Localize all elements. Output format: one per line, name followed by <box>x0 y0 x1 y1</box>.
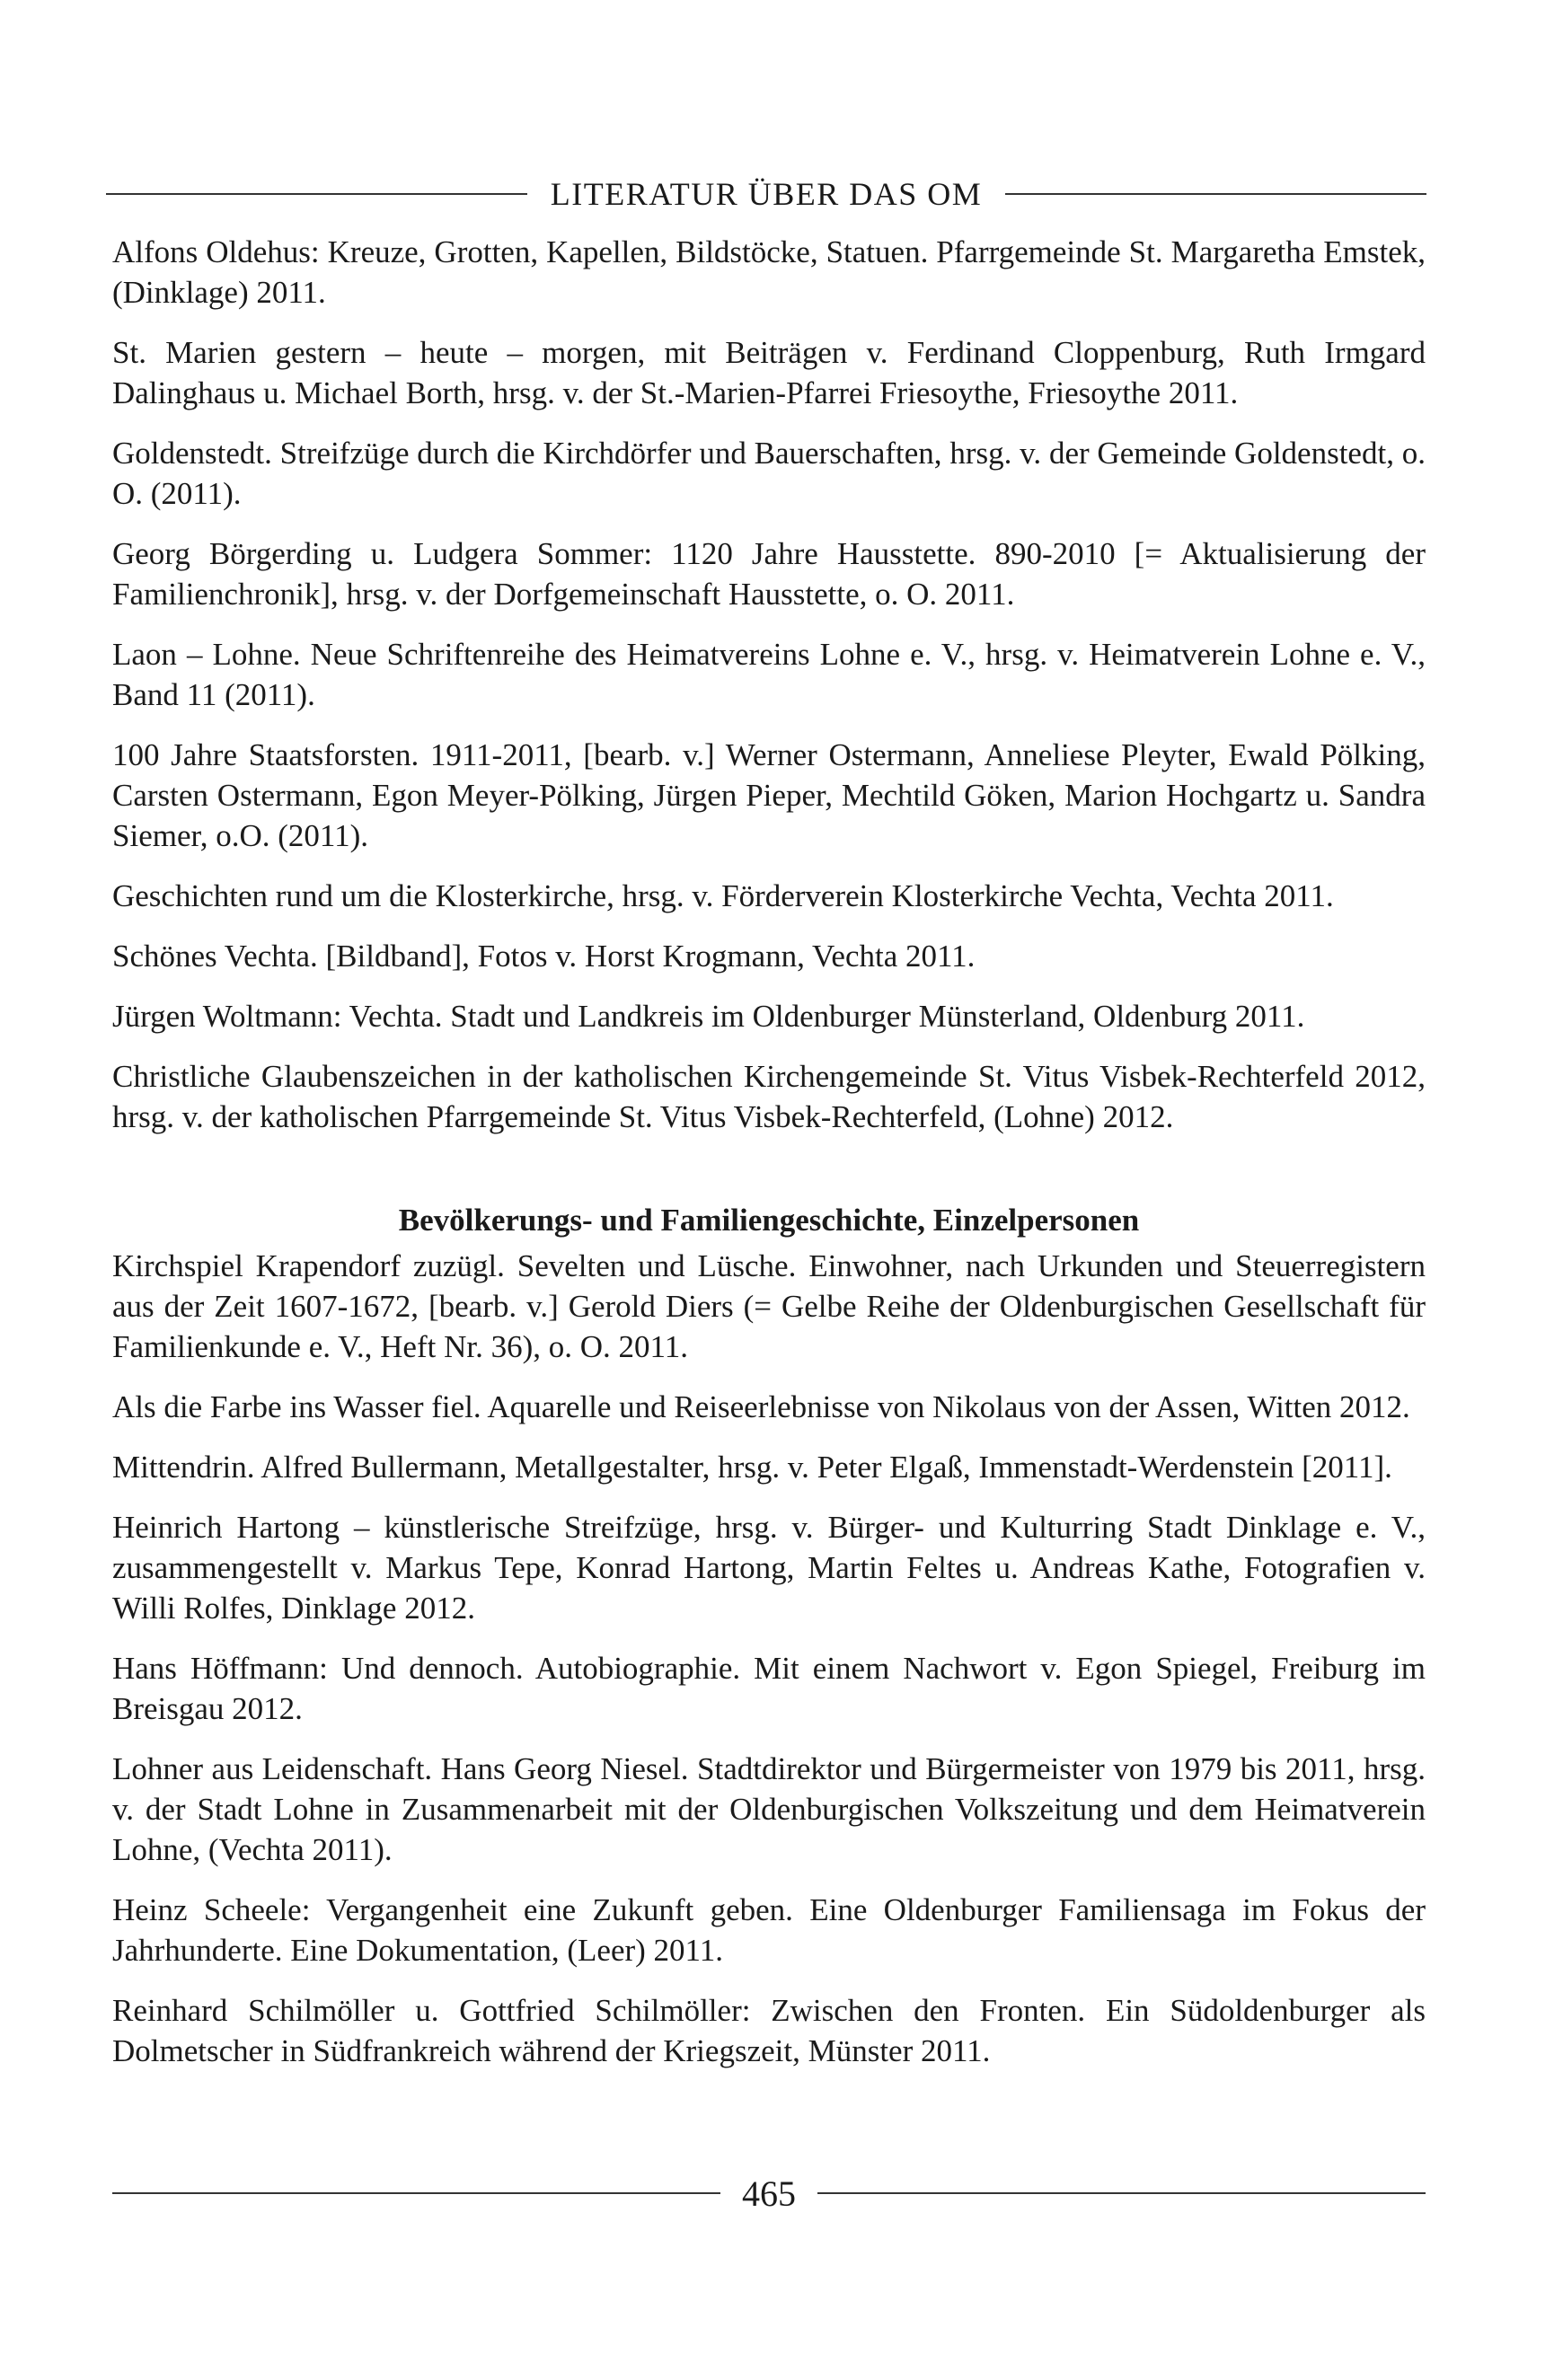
bibliography-entry: Als die Farbe ins Wasser fiel. Aquarelle und Reiseerlebnisse von Nikolaus von der Assen, Witten 2012. <box>112 1389 1410 1424</box>
running-header-title: LITERATUR ÜBER DAS OM <box>550 176 983 212</box>
header-rule-right <box>1005 193 1426 195</box>
bibliography-entry: Kirchspiel Krapendorf zuzügl. Sevelten und Lüsche. Einwohner, nach Urkunden und Steuerregistern aus der Zeit 1607-1672, [bearb. v.] Gerold Diers (= Gelbe Reihe der Oldenburgischen Gesellschaft für Familienkunde e. V., Heft Nr. 36), o. O. 2011. <box>112 1248 1426 1364</box>
bibliography-entry: Geschichten rund um die Klosterkirche, hrsg. v. Förderverein Klosterkirche Vechta, Vechta 2011. <box>112 878 1334 913</box>
bibliography-entry: Reinhard Schilmöller u. Gottfried Schilmöller: Zwischen den Fronten. Ein Südoldenburger als Dolmetscher in Südfrankreich während der Kriegszeit, Münster 2011. <box>112 1993 1426 2068</box>
bibliography-entry: Georg Börgerding u. Ludgera Sommer: 1120 Jahre Hausstette. 890-2010 [= Aktualisierung der Familienchronik], hrsg. v. der Dorfgemeinschaft Hausstette, o. O. 2011. <box>112 536 1426 612</box>
bibliography-entry: Schönes Vechta. [Bildband], Fotos v. Horst Krogmann, Vechta 2011. <box>112 939 976 974</box>
footer-rule-right <box>817 2192 1426 2194</box>
bibliography-entry: Heinz Scheele: Vergangenheit eine Zukunft geben. Eine Oldenburger Familiensaga im Fokus der Jahrhunderte. Eine Dokumentation, (Leer) 2011. <box>112 1892 1426 1968</box>
bibliography-entry: Heinrich Hartong – künstlerische Streifzüge, hrsg. v. Bürger- und Kulturring Stadt Dinklage e. V., zusammengestellt v. Markus Tepe, Konrad Hartong, Martin Feltes u. Andreas Kathe, Fotografien v. Willi Rolfes, Dinklage 2012. <box>112 1510 1426 1626</box>
bibliography-section-local-history <box>112 232 1426 1137</box>
bibliography-section-population-history <box>112 1200 1426 2071</box>
page-number: 465 <box>742 2173 796 2214</box>
header-rule-left <box>106 193 527 195</box>
bibliography-entry: Goldenstedt. Streifzüge durch die Kirchdörfer und Bauerschaften, hrsg. v. der Gemeinde Goldenstedt, o. O. (2011). <box>112 436 1426 511</box>
section-heading: Bevölkerungs- und Familiengeschichte, Einzelpersonen <box>398 1203 1140 1238</box>
running-header <box>106 171 1426 217</box>
bibliography-entry: Hans Höffmann: Und dennoch. Autobiographie. Mit einem Nachwort v. Egon Spiegel, Freiburg im Breisgau 2012. <box>112 1651 1426 1726</box>
bibliography-entry: Laon – Lohne. Neue Schriftenreihe des Heimatvereins Lohne e. V., hrsg. v. Heimatverein Lohne e. V., Band 11 (2011). <box>112 637 1426 712</box>
bibliography-entry: Jürgen Woltmann: Vechta. Stadt und Landkreis im Oldenburger Münsterland, Oldenburg 2011. <box>112 999 1305 1034</box>
footer-rule-left <box>112 2192 720 2194</box>
bibliography-entry: Mittendrin. Alfred Bullermann, Metallgestalter, hrsg. v. Peter Elgaß, Immenstadt-Werdenstein [2011]. <box>112 1450 1392 1485</box>
page-footer <box>112 2168 1426 2218</box>
page-content <box>112 232 1426 2091</box>
bibliography-entry: 100 Jahre Staatsforsten. 1911-2011, [bearb. v.] Werner Ostermann, Anneliese Pleyter, Ewald Pölking, Carsten Ostermann, Egon Meyer-Pölking, Jürgen Pieper, Mechtild Göken, Marion Hochgartz u. Sandra Siemer, o.O. (2011). <box>112 737 1426 853</box>
bibliography-entry: St. Marien gestern – heute – morgen, mit Beiträgen v. Ferdinand Cloppenburg, Ruth Irmgard Dalinghaus u. Michael Borth, hrsg. v. der St.-Marien-Pfarrei Friesoythe, Friesoythe 2011. <box>112 335 1426 410</box>
bibliography-entry: Christliche Glaubenszeichen in der katholischen Kirchengemeinde St. Vitus Visbek-Rechterfeld 2012, hrsg. v. der katholischen Pfarrgemeinde St. Vitus Visbek-Rechterfeld, (Lohne) 2012. <box>112 1059 1426 1134</box>
bibliography-entry: Lohner aus Leidenschaft. Hans Georg Niesel. Stadtdirektor und Bürgermeister von 1979 bis 2011, hrsg. v. der Stadt Lohne in Zusammenarbeit mit der Oldenburgischen Volkszeitung und dem Heimatverein Lohne, (Vechta 2011). <box>112 1751 1426 1867</box>
bibliography-entry: Alfons Oldehus: Kreuze, Grotten, Kapellen, Bildstöcke, Statuen. Pfarrgemeinde St. Margaretha Emstek, (Dinklage) 2011. <box>112 234 1426 310</box>
